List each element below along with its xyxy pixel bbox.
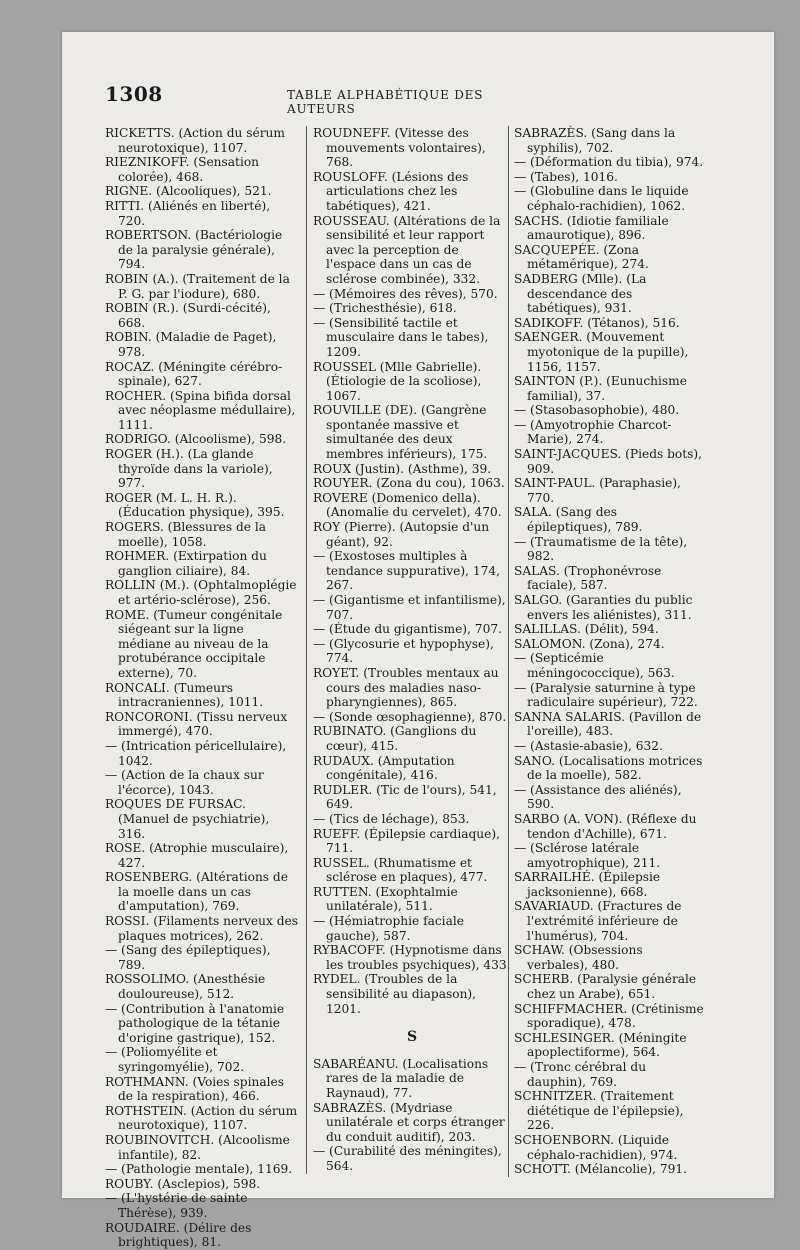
index-entry: ROBIN (R.). (Surdi-cécité), 668. — [105, 301, 271, 330]
index-entry: RUSSEL. (Rhumatisme et sclérose en plaques), 477. — [313, 855, 488, 885]
index-entry: SCHIFFMACHER. (Crétinisme sporadique), 478. — [514, 1001, 704, 1031]
index-entry: SACHS. (Idiotie familiale amaurotique), 896. — [514, 213, 669, 243]
index-entry: — (Poliomyélite et syringomyélie), 702. — [105, 1045, 245, 1074]
index-entry: RUBINATO. (Ganglions du cœur), 415. — [313, 724, 477, 753]
index-entry: ROUX (Justin). (Asthme), 39. — [313, 461, 492, 476]
index-entry: SANO. (Localisations motrices de la moelle), 582. — [514, 753, 703, 783]
index-entry: SABRAZÈS. (Sang dans la syphilis), 702. — [514, 126, 676, 155]
index-entry: RUEFF. (Épilepsie cardiaque), 711. — [313, 826, 500, 856]
index-entry: — (Paralysie saturnine à type radiculaire supérieur), 722. — [514, 680, 698, 710]
index-entry: SALILLAS. (Délit), 594. — [514, 622, 659, 637]
index-entry: SANNA SALARIS. (Pavillon de l'oreille), 483. — [514, 709, 702, 739]
index-entry: — (Tronc cérébral du dauphin), 769. — [514, 1060, 647, 1089]
index-entry: — (Exostoses multiples à tendance suppurative), 174, 267. — [313, 549, 500, 593]
index-entry: ROUSSEAU. (Altérations de la sensibilité et leur rapport avec la perception de l'espace dans un cas de sclérose combinée), 332. — [313, 213, 501, 286]
index-entry: — (Sensibilité tactile et musculaire dans le tabes), 1209. — [313, 315, 489, 359]
index-entry: — (Tabes), 1016. — [514, 169, 618, 184]
index-entry: ROYET. (Troubles mentaux au cours des maladies naso-pharyngiennes), 865. — [313, 665, 499, 710]
index-entry: ROGER (M. L. H. R.). (Éducation physique), 395. — [105, 490, 285, 520]
index-entry: RUDAUX. (Amputation congénitale), 416. — [313, 753, 455, 783]
index-entry: — (Amyotrophie Charcot-Marie), 274. — [514, 417, 672, 447]
index-entry: SAVARIAUD. (Fractures de l'extrémité inférieure de l'humérus), 704. — [514, 899, 682, 943]
index-entry: ROTHMANN. (Voies spinales de la respiration), 466. — [105, 1074, 284, 1104]
index-entry: RICKETTS. (Action du sérum neurotoxique), 1107. — [105, 126, 285, 155]
index-entry: SADBERG (Mlle). (La descendance des tabétiques), 931. — [514, 271, 647, 316]
index-entry: SABRAZÈS. (Mydriase unilatérale et corps étranger du conduit auditif), 203. — [313, 1100, 505, 1144]
index-entry: RUTTEN. (Exophtalmie unilatérale), 511. — [313, 884, 458, 914]
index-entry: ROUVILLE (DE). (Gangrène spontanée massive et simultanée des deux membres inférieurs), 175. — [313, 403, 488, 462]
index-entry: — (Stasobasophobie), 480. — [514, 403, 680, 418]
index-entry: ROLLIN (M.). (Ophtalmoplégie et artério-sclérose), 256. — [105, 578, 297, 607]
index-entry: ROSE. (Atrophie musculaire), 427. — [105, 841, 289, 870]
index-entry: — (Hémiatrophie faciale gauche), 587. — [313, 914, 464, 943]
index-entry: SAINT-PAUL. (Paraphasie), 770. — [514, 476, 681, 505]
index-entry: RITTI. (Aliénés en liberté), 720. — [105, 198, 271, 228]
page-header — [105, 82, 525, 116]
index-entry: ROUYER. (Zona du cou), 1063. — [313, 476, 505, 491]
index-entry: — (Pathologie mentale), 1169. — [105, 1162, 293, 1177]
index-entry: SALA. (Sang des épileptiques), 789. — [514, 505, 643, 535]
section-letter: S — [406, 1029, 418, 1046]
index-entry: — (Sonde œsophagienne), 870. — [313, 709, 507, 724]
index-entry: ROUBY. (Asclepios), 598. — [105, 1176, 261, 1191]
index-entry: ROME. (Tumeur congénitale siégeant sur la ligne médiane au niveau de la protubérance occipitale externe), 70. — [105, 607, 283, 680]
index-entry: — (Globuline dans le liquide céphalo-rachidien), 1062. — [514, 184, 689, 213]
index-entry: ROUDNEFF. (Vitesse des mouvements volontaires), 768. — [313, 126, 486, 170]
index-entry: — (Sang des épileptiques), 789. — [105, 943, 271, 972]
index-entry: ROGER (H.). (La glande thyroïde dans la variole), 977. — [105, 447, 273, 491]
index-entry: ROUSSEL (Mlle Gabrielle). (Étiologie de la scoliose), 1067. — [313, 359, 482, 403]
index-entry: — (Astasie-abasie), 632. — [514, 738, 663, 753]
index-entry: — (Gigantisme et infantilisme), 707. — [313, 593, 506, 622]
index-entry: SARBO (A. VON). (Réflexe du tendon d'Achille), 671. — [514, 811, 697, 841]
index-entry: ROBIN. (Maladie de Paget), 978. — [105, 330, 277, 359]
index-entry: — (Étude du gigantisme), 707. — [313, 622, 502, 637]
index-entry: ROBERTSON. (Bactériologie de la paralysie générale), 794. — [105, 228, 283, 272]
index-entry: ROBIN (A.). (Traitement de la P. G. par l'iodure), 680. — [105, 271, 290, 301]
column-1 — [105, 126, 300, 1250]
index-entry: ROSSI. (Filaments nerveux des plaques motrices), 262. — [105, 914, 298, 943]
index-entry: SCHLESINGER. (Méningite apoplectiforme), 564. — [514, 1030, 687, 1060]
index-entry: — (Assistance des aliénés), 590. — [514, 782, 682, 812]
index-entry: — (Intrication péricellulaire), 1042. — [105, 738, 287, 768]
index-entry: SCHOTT. (Mélancolie), 791. — [514, 1162, 688, 1177]
index-entry: ROCHER. (Spina bifida dorsal avec néoplasme médullaire), 1111. — [105, 388, 296, 432]
index-entry: RODRIGO. (Alcoolisme), 598. — [105, 432, 287, 447]
index-entry: — (Trichesthésie), 618. — [313, 301, 457, 316]
index-entry: RIEZNIKOFF. (Sensation colorée), 468. — [105, 155, 260, 184]
index-entry: — (Contribution à l'anatomie pathologique de la tétanie d'origine gastrique), 152. — [105, 1001, 285, 1045]
index-entry: — (Action de la chaux sur l'écorce), 1043. — [105, 768, 264, 797]
index-entry: ROQUES DE FURSAC. (Manuel de psychiatrie), 316. — [105, 797, 270, 841]
index-entry: — (Déformation du tibia), 974. — [514, 155, 704, 170]
index-entry: SCHAW. (Obsessions verbales), 480. — [514, 943, 643, 972]
index-entry: — (Sclérose latérale amyotrophique), 211. — [514, 841, 661, 870]
index-entry: SAINT-JACQUES. (Pieds bots), 909. — [514, 447, 703, 476]
index-entry: SCHNITZER. (Traitement diététique de l'épilepsie), 226. — [514, 1089, 684, 1133]
running-title: TABLE ALPHABÉTIQUE DES AUTEURS — [287, 88, 484, 116]
page-number: 1308 — [105, 82, 163, 106]
index-entry: RONCALI. (Tumeurs intracraniennes), 1011. — [105, 680, 264, 710]
index-entry: RIGNE. (Alcooliques), 521. — [105, 184, 272, 199]
index-entry: RUDLER. (Tic de l'ours), 541, 649. — [313, 782, 497, 812]
index-entry: ROVERE (Domenico della). (Anomalie du cervelet), 470. — [313, 490, 502, 520]
index-entry: ROHMER. (Extirpation du ganglion ciliaire), 84. — [105, 549, 267, 578]
index-entry: — (Septicémie méningococcique), 563. — [514, 651, 675, 680]
index-entry: ROTHSTEIN. (Action du sérum neurotoxique), 1107. — [105, 1103, 298, 1133]
index-entry: — (Tics de léchage), 853. — [313, 811, 470, 826]
index-entry: ROUBINOVITCH. (Alcoolisme infantile), 82. — [105, 1132, 290, 1162]
index-entry: ROGERS. (Blessures de la moelle), 1058. — [105, 520, 267, 549]
index-entry: SABARÉANU. (Localisations rares de la maladie de Raynaud), 77. — [313, 1056, 489, 1100]
index-entry: SCHOENBORN. (Liquide céphalo-rachidien), 974. — [514, 1132, 678, 1162]
index-entry: ROUSLOFF. (Lésions des articulations chez les tabétiques), 421. — [313, 169, 469, 213]
index-entry: — (Glycosurie et hypophyse), 774. — [313, 636, 494, 666]
index-entry: ROSSOLIMO. (Anesthésie douloureuse), 512. — [105, 972, 266, 1002]
index-entry: — (Mémoires des rêves), 570. — [313, 286, 498, 301]
index-entry: SAINTON (P.). (Eunuchisme familial), 37. — [514, 374, 687, 403]
index-entry: SACQUEPÉE. (Zona métamérique), 274. — [514, 242, 649, 272]
index-entry: SADIKOFF. (Tétanos), 516. — [514, 315, 680, 330]
index-entry: ROUDAIRE. (Délire des brightiques), 81. — [105, 1220, 252, 1250]
index-entry: SAENGER. (Mouvement myotonique de la pupille), 1156, 1157. — [514, 330, 689, 374]
index-entry: — (Curabilité des méningites), 564. — [313, 1144, 502, 1173]
index-entry: ROSENBERG. (Altérations de la moelle dans un cas d'amputation), 769. — [105, 870, 288, 914]
index-entry: SALOMON. (Zona), 274. — [514, 636, 665, 651]
index-entry: SALAS. (Trophonévrose faciale), 587. — [514, 563, 662, 593]
index-entry: SCHERB. (Paralysie générale chez un Arabe), 651. — [514, 972, 697, 1002]
index-entry: ROY (Pierre). (Autopsie d'un géant), 92. — [313, 520, 490, 549]
index-entry: RYDEL. (Troubles de la sensibilité au diapason), 1201. — [313, 972, 477, 1016]
index-entry: — (Traumatisme de la tête), 982. — [514, 534, 688, 564]
index-entry: SARRAILHÉ. (Épilepsie jacksonienne), 668. — [514, 870, 661, 899]
index-entry: SALGO. (Garanties du public envers les aliénistes), 311. — [514, 593, 693, 622]
index-entry: RONCORONI. (Tissu nerveux immergé), 470. — [105, 709, 288, 739]
index-entry: RYBACOFF. (Hypnotisme dans les troubles psychiques), 433. — [313, 943, 511, 972]
column-3 — [508, 126, 704, 1177]
index-entry: ROCAZ. (Méningite cérébro-spinale), 627. — [105, 359, 283, 389]
column-2 — [306, 126, 511, 1174]
index-entry: — (L'hystérie de sainte Thérèse), 939. — [105, 1191, 248, 1220]
